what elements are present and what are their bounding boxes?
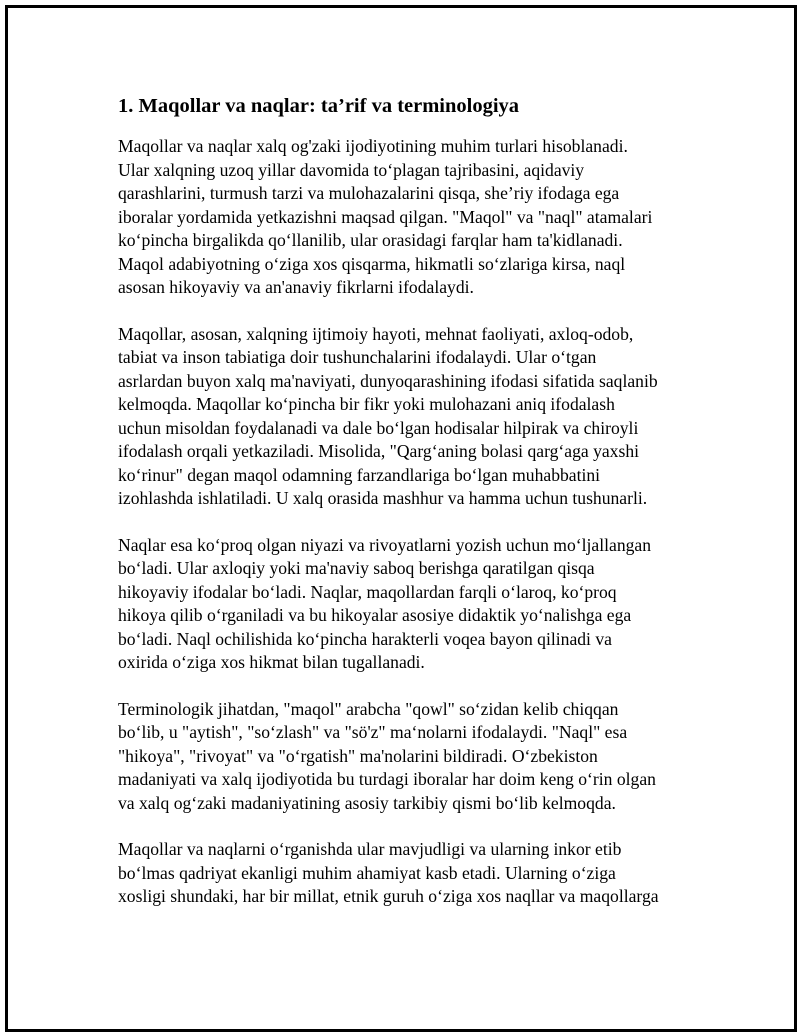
paragraph-line: hikoya qilib o‘rganiladi va bu hikoyalar asosiye didaktik yo‘nalishga ega (118, 605, 632, 625)
paragraph-3 (118, 534, 690, 675)
paragraph-line: ko‘rinur" degan maqol odamning farzandlariga bo‘lgan muhabbatini (118, 464, 601, 485)
paragraph-1 (118, 135, 690, 300)
paragraph-line: tabiat va inson tabiatiga doir tushunchalarini ifodalaydi. Ular o‘tgan (118, 347, 597, 367)
paragraph-line: iboralar yordamida yetkazishni maqsad qilgan. "Maqol" va "naql" atamalari (118, 206, 653, 227)
paragraph-line: Terminologik jihatdan, "maqol" arabcha "qowl" so‘zidan kelib chiqqan (118, 698, 619, 719)
paragraph-line: oxirida o‘ziga xos hikmat bilan tugallanadi. (118, 652, 425, 672)
paragraph-line: xosligi shundaki, har bir millat, etnik guruh o‘ziga xos naqllar va maqollarga (118, 886, 659, 906)
paragraph-line: kelmoqda. Maqollar ko‘pincha bir fikr yoki mulohazani aniq ifodalash (118, 394, 615, 414)
paragraph-line: Ular xalqning uzoq yillar davomida to‘plagan tajribasini, aqidaviy (118, 159, 585, 180)
paragraph-line: asrlardan buyon xalq ma'naviyati, dunyoqarashining ifodasi sifatida saqlanib (118, 370, 658, 391)
document-body (118, 93, 690, 932)
paragraph-line: hikoyaviy ifodalar bo‘ladi. Naqlar, maqollardan farqli o‘laroq, ko‘proq (118, 581, 617, 602)
paragraph-line: ko‘pincha birgalikda qo‘llanilib, ular orasidagi farqlar ham ta'kidlanadi. (118, 230, 623, 250)
paragraph-line: bo‘ladi. Naql ochilishida ko‘pincha harakterli voqea bayon qilinadi va (118, 628, 612, 649)
paragraph-line: "hikoya", "rivoyat" va "o‘rgatish" ma'nolarini bildiradi. O‘zbekiston (118, 745, 598, 766)
paragraph-line: asosan hikoyaviy va an'anaviy fikrlarni ifodalaydi. (118, 277, 474, 297)
section-heading: 1. Maqollar va naqlar: ta’rif va terminologiya (118, 95, 520, 117)
paragraph-line: bo‘lib, u "aytish", "so‘zlash" va "sö'z" ma‘nolarni ifodalaydi. "Naql" esa (118, 722, 628, 742)
paragraph-5 (118, 838, 690, 909)
paragraph-line: va xalq og‘zaki madaniyatining asosiy tarkibiy qismi bo‘lib kelmoqda. (118, 792, 616, 813)
paragraph-line: qarashlarini, turmush tarzi va mulohazalarini qisqa, she’riy ifodaga ega (118, 183, 620, 203)
paragraph-line: bo‘lmas qadriyat ekanligi muhim ahamiyat kasb etadi. Ularning o‘ziga (118, 862, 616, 883)
paragraph-line: Maqol adabiyotning o‘ziga xos qisqarma, hikmatli so‘zlariga kirsa, naql (118, 253, 626, 274)
paragraph-line: Maqollar va naqlar xalq og'zaki ijodiyotining muhim turlari hisoblanadi. (118, 136, 628, 156)
paragraph-line: uchun misoldan foydalanadi va dale bo‘lgan hodisalar hilpirak va chiroyli (118, 417, 639, 438)
paragraph-line: Maqollar va naqlarni o‘rganishda ular mavjudligi va ularning inkor etib (118, 839, 622, 859)
paragraph-4 (118, 698, 690, 816)
paragraph-line: izohlashda ishlatiladi. U xalq orasida mashhur va hamma uchun tushunarli. (118, 488, 648, 508)
paragraph-line: bo‘ladi. Ular axloqiy yoki ma'naviy saboq berishga qaratilgan qisqa (118, 558, 595, 578)
paragraph-2 (118, 323, 690, 511)
paragraph-line: Maqollar, asosan, xalqning ijtimoiy hayoti, mehnat faoliyati, axloq-odob, (118, 323, 634, 344)
paragraph-line: madaniyati va xalq ijodiyotida bu turdagi iboralar har doim keng o‘rin olgan (118, 769, 656, 789)
paragraph-line: ifodalash orqali yetkaziladi. Misolida, "Qarg‘aning bolasi qarg‘aga yaxshi (118, 441, 640, 461)
paragraph-line: Naqlar esa ko‘proq olgan niyazi va rivoyatlarni yozish uchun mo‘ljallangan (118, 534, 652, 555)
